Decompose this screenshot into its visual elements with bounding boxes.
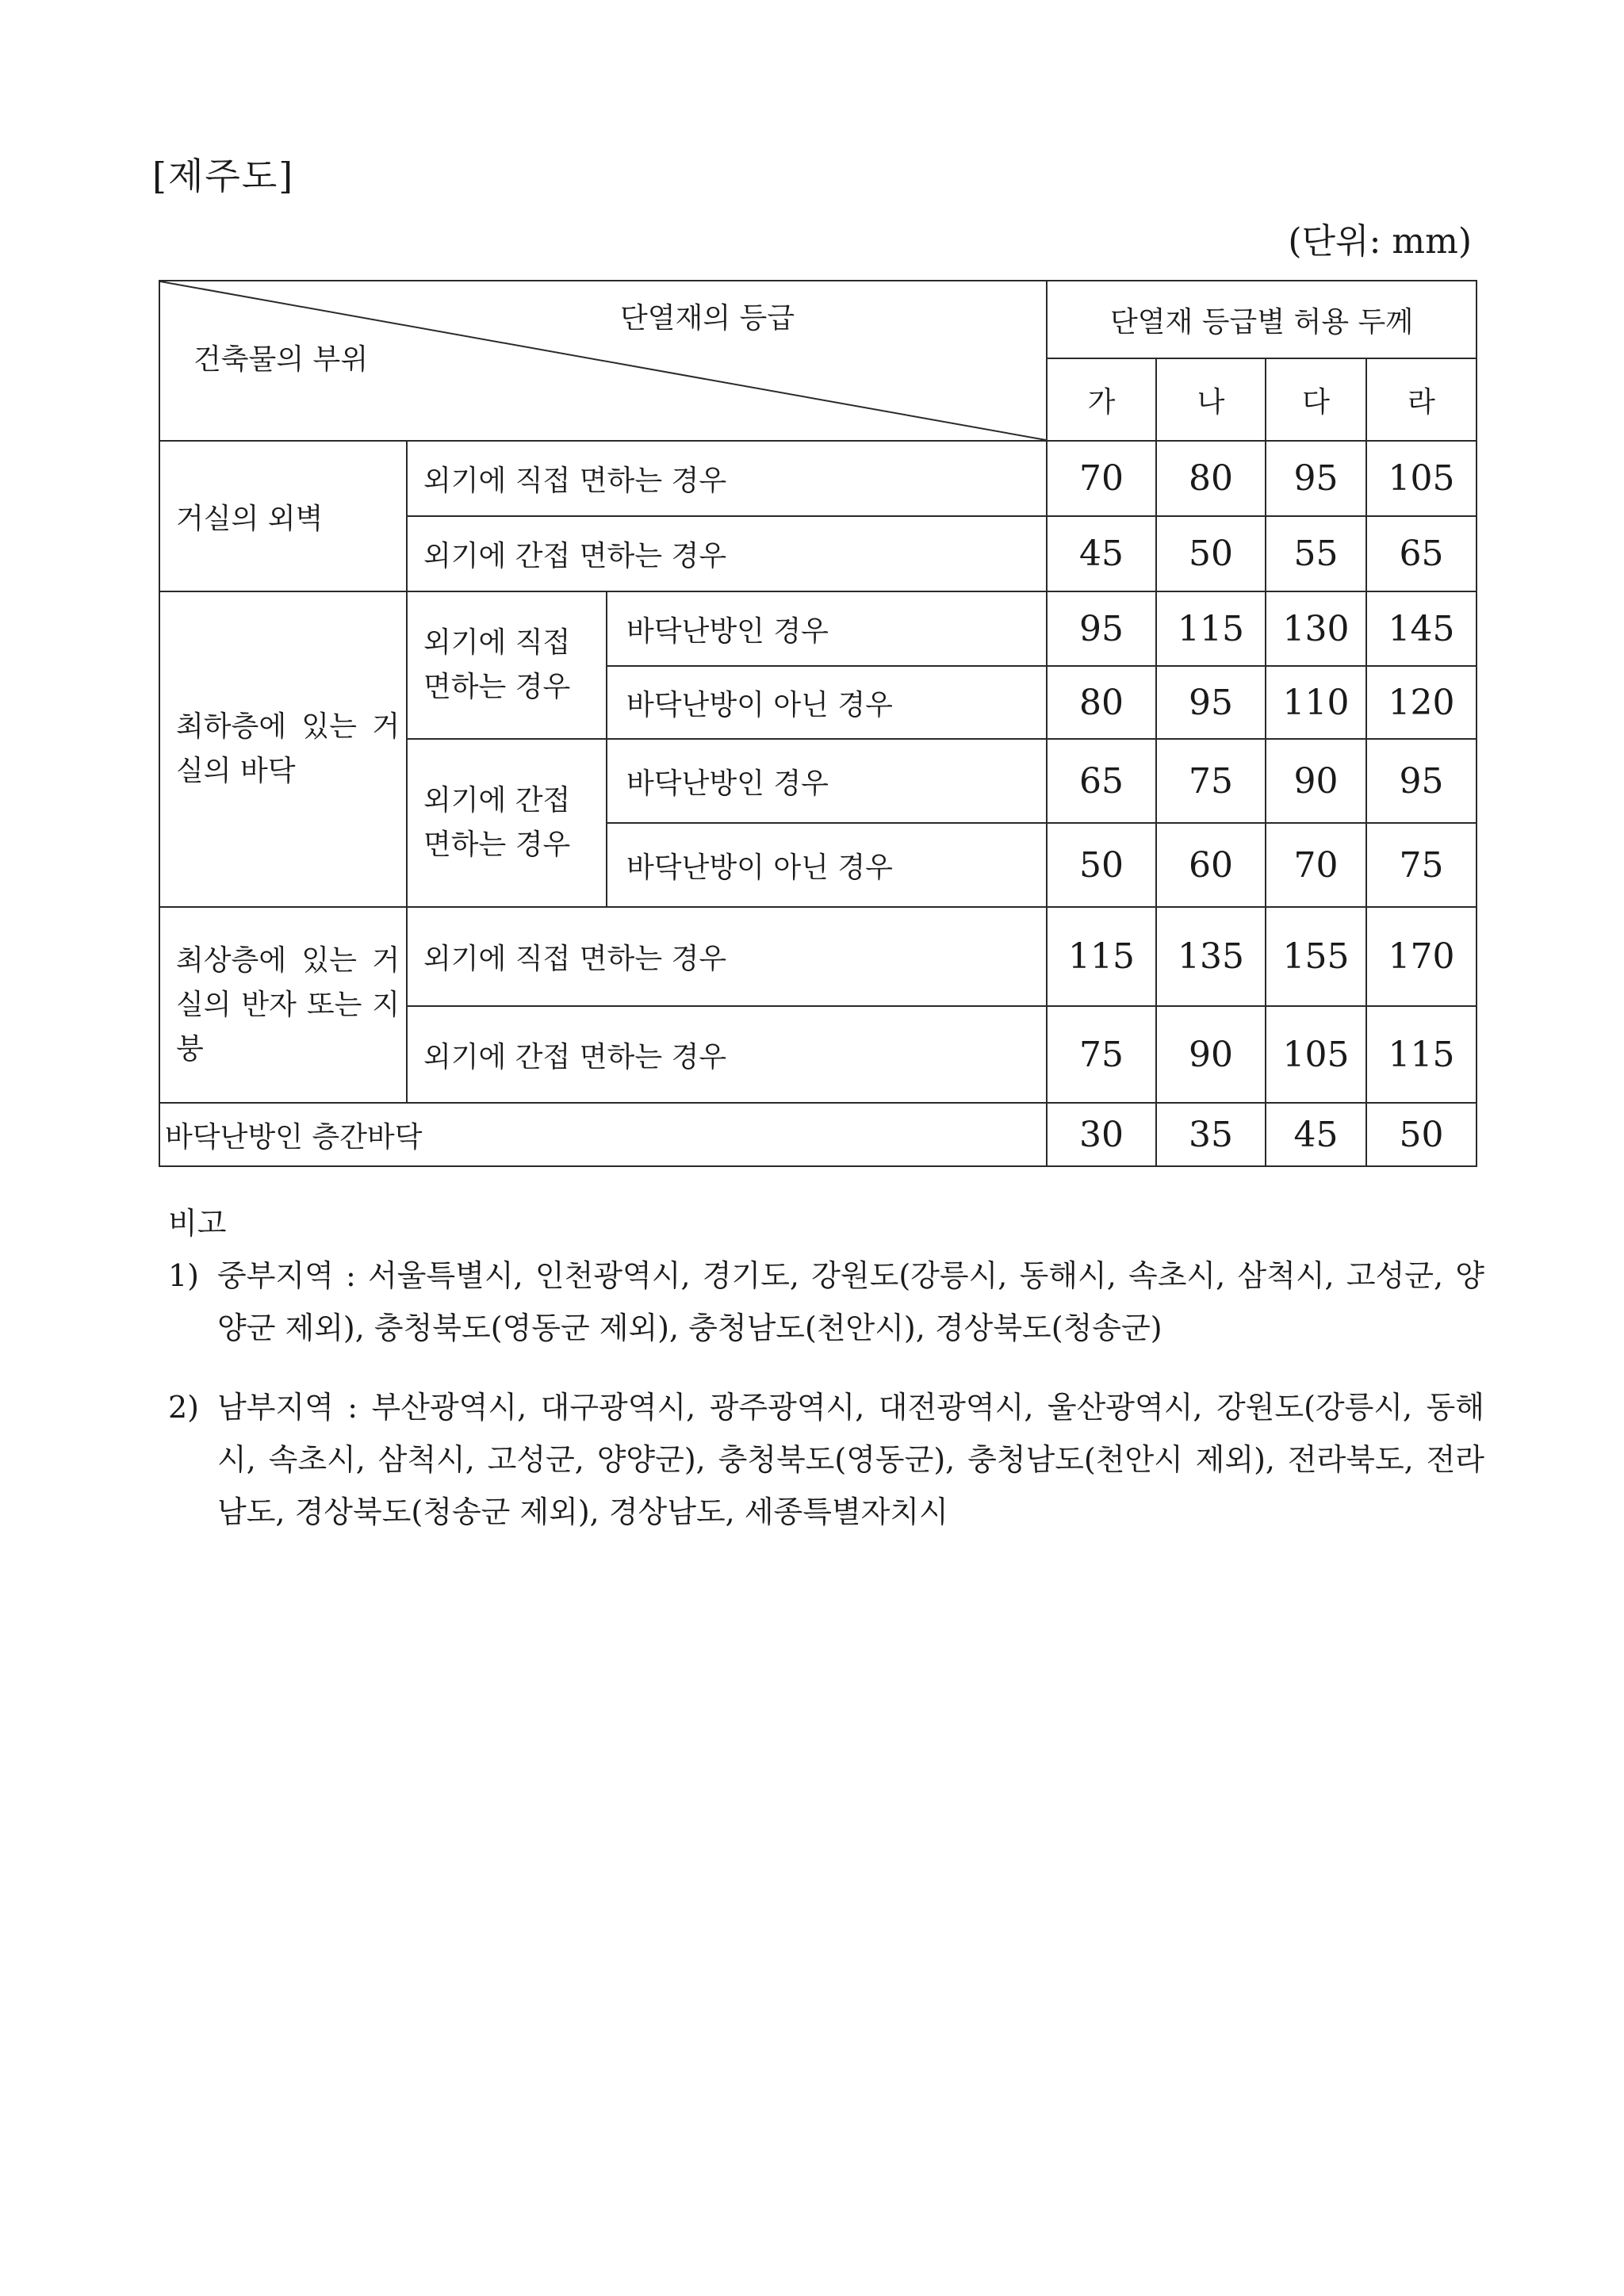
value-cell: 60 [1156,823,1266,907]
value-cell: 115 [1156,591,1266,666]
value-cell: 50 [1047,823,1156,907]
value-cell: 130 [1266,591,1366,666]
value-cell: 70 [1266,823,1366,907]
value-cell: 35 [1156,1103,1266,1166]
value-cell: 95 [1156,666,1266,739]
part-label-interfloor: 바닥난방인 층간바닥 [159,1103,1047,1166]
value-cell: 115 [1366,1006,1477,1103]
header-thickness-group: 단열재 등급별 허용 두께 [1047,281,1477,358]
condition-label: 외기에 직접 면하는 경우 [407,907,1047,1006]
value-cell: 170 [1366,907,1477,1006]
part-label-roof-text: 최상층에 있는 거실의 반자 또는 지붕 [176,943,400,1066]
condition-label: 외기에 간접 면하는 경우 [407,516,1047,591]
table-row [159,441,1477,516]
page-title: [제주도] [152,155,295,197]
condition-label [407,739,607,907]
value-cell: 80 [1156,441,1266,516]
note-item [168,1249,1484,1354]
value-cell: 65 [1047,739,1156,823]
condition-label-text: 외기에 직접 면하는 경우 [423,626,571,703]
condition-label-text: 외기에 간접 면하는 경우 [423,784,571,861]
grade-header: 나 [1156,358,1266,441]
part-label-wall: 거실의 외벽 [159,441,407,591]
value-cell: 45 [1266,1103,1366,1166]
note-text: 남부지역 : 부산광역시, 대구광역시, 광주광역시, 대전광역시, 울산광역시, 강원도(강릉시, 동해시, 속초시, 삼척시, 고성군, 양양군), 충청북도(영동군), 충청남도(천안시 제외), 전라북도, 전라남도, 경상북도(청송군 제외), 경상남도, 세종특별자치시 [217,1390,1484,1529]
value-cell: 80 [1047,666,1156,739]
value-cell: 145 [1366,591,1477,666]
notes-section [168,1197,1484,1538]
value-cell: 115 [1047,907,1156,1006]
value-cell: 105 [1266,1006,1366,1103]
value-cell: 50 [1156,516,1266,591]
table-row [159,1103,1477,1166]
value-cell: 95 [1366,739,1477,823]
value-cell: 50 [1366,1103,1477,1166]
value-cell: 95 [1266,441,1366,516]
note-text: 중부지역 : 서울특별시, 인천광역시, 경기도, 강원도(강릉시, 동해시, 속초시, 삼척시, 고성군, 양양군 제외), 충청북도(영동군 제외), 충청남도(천안시), 경상북도(청송군) [217,1258,1484,1345]
value-cell: 95 [1047,591,1156,666]
note-number: 2) [168,1390,200,1425]
value-cell: 105 [1366,441,1477,516]
condition-label: 외기에 직접 면하는 경우 [407,441,1047,516]
value-cell: 110 [1266,666,1366,739]
notes-heading: 비고 [168,1206,227,1241]
value-cell: 90 [1156,1006,1266,1103]
heating-label: 바닥난방이 아닌 경우 [607,666,1047,739]
table-row [159,907,1477,1006]
value-cell: 65 [1366,516,1477,591]
heating-label: 바닥난방이 아닌 경우 [607,823,1047,907]
value-cell: 75 [1366,823,1477,907]
table-row [159,591,1477,666]
value-cell: 75 [1156,739,1266,823]
diagonal-header-cell [159,281,1047,441]
value-cell: 75 [1047,1006,1156,1103]
heating-label: 바닥난방인 경우 [607,591,1047,666]
grade-header: 라 [1366,358,1477,441]
condition-label: 외기에 간접 면하는 경우 [407,1006,1047,1103]
value-cell: 135 [1156,907,1266,1006]
insulation-thickness-table [159,280,1477,1167]
grade-header: 다 [1266,358,1366,441]
value-cell: 70 [1047,441,1156,516]
heating-label: 바닥난방인 경우 [607,739,1047,823]
value-cell: 55 [1266,516,1366,591]
header-insulation-grade: 단열재의 등급 [620,302,795,335]
note-number: 1) [168,1258,200,1293]
note-item [168,1381,1484,1538]
header-building-part: 건축물의 부위 [193,343,369,376]
value-cell: 45 [1047,516,1156,591]
part-label-floor [159,591,407,907]
unit-label: (단위: mm) [1288,221,1472,262]
condition-label [407,591,607,739]
value-cell: 30 [1047,1103,1156,1166]
part-label-roof [159,907,407,1103]
grade-header: 가 [1047,358,1156,441]
value-cell: 155 [1266,907,1366,1006]
header-row-group [159,281,1477,358]
part-label-floor-text: 최하층에 있는 거실의 바닥 [176,710,400,787]
value-cell: 120 [1366,666,1477,739]
value-cell: 90 [1266,739,1366,823]
